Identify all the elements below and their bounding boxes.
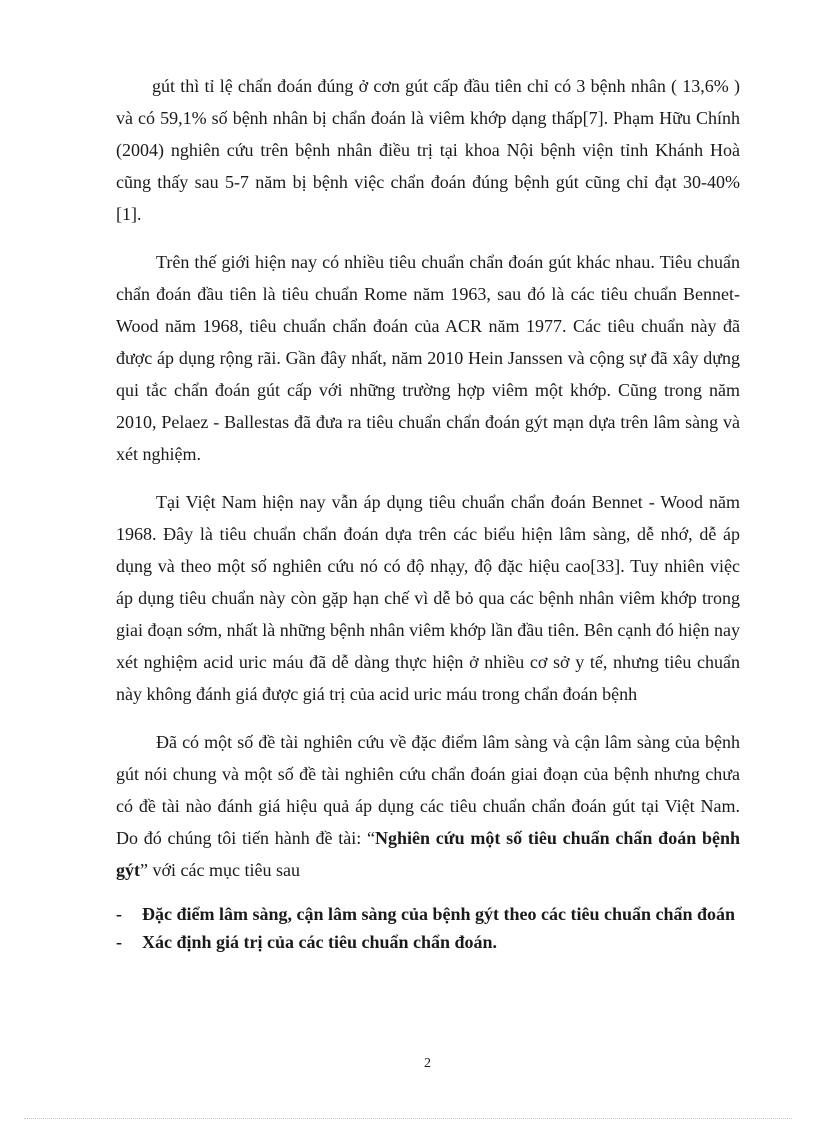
objective-item xyxy=(116,902,740,926)
rationale-text: Đã có một số đề tài nghiên cứu về đặc điểm lâm sàng và cận lâm sàng của bệnh gút nói chung và một số đề tài nghiên cứu chẩn đoán giai đoạn của bệnh nhưng chưa có đề tài nào đánh giá hiệu quả áp dụng các tiêu chuẩn chẩn đoán gút tại Việt Nam. Do đó chúng tôi tiến hành đề tài: “ xyxy=(116,732,740,848)
research-title: Nghiên cứu một số tiêu chuẩn chẩn đoán bệnh gýt xyxy=(116,828,740,880)
objective-text: Đặc điểm lâm sàng, cận lâm sàng của bệnh gýt theo các tiêu chuẩn chẩn đoán xyxy=(142,904,736,924)
paragraph-diagnostic-criteria-world: Trên thế giới hiện nay có nhiều tiêu chuẩn chẩn đoán gút khác nhau. Tiêu chuẩn chẩn đoán đầu tiên là tiêu chuẩn Rome năm 1963, sau đó là các tiêu chuẩn Bennet-Wood năm 1968, tiêu chuẩn chẩn đoán của ACR năm 1977. Các tiêu chuẩn này đã được áp dụng rộng rãi. Gần đây nhất, năm 2010 Hein Janssen và cộng sự đã xây dựng qui tắc chẩn đoán gút cấp với những trường hợp viêm một khớp. Cũng trong năm 2010, Pelaez - Ballestas đã đưa ra tiêu chuẩn chẩn đoán gýt mạn dựa trên lâm sàng và xét nghiệm. xyxy=(116,252,740,464)
paragraph-research-rationale xyxy=(116,726,740,886)
paragraph-intro-continuation: gút thì tỉ lệ chẩn đoán đúng ở cơn gút cấp đầu tiên chỉ có 3 bệnh nhân ( 13,6% ) và có 59,1% số bệnh nhân bị chẩn đoán là viêm khớp dạng thấp[7]. Phạm Hữu Chính (2004) nghiên cứu trên bệnh nhân điều trị tại khoa Nội bệnh viện tỉnh Khánh Hoà cũng thấy sau 5-7 năm bị bệnh việc chẩn đoán đúng bệnh gút cũng chỉ đạt 30-40% [1]. xyxy=(116,76,740,224)
bullet-dash: - xyxy=(116,932,122,952)
bullet-dash: - xyxy=(116,904,122,924)
page-number: 2 xyxy=(424,1056,431,1071)
objective-text: Xác định giá trị của các tiêu chuẩn chẩn đoán. xyxy=(142,932,498,952)
objectives-list xyxy=(116,902,740,954)
page-bottom-divider xyxy=(24,1118,792,1119)
rationale-tail: ” với các mục tiêu sau xyxy=(140,860,300,880)
paragraph-vietnam-criteria: Tại Việt Nam hiện nay vẫn áp dụng tiêu chuẩn chẩn đoán Bennet - Wood năm 1968. Đây là tiêu chuẩn chẩn đoán dựa trên các biểu hiện lâm sàng, dễ nhớ, dễ áp dụng và theo một số nghiên cứu nó có độ nhạy, độ đặc hiệu cao[33]. Tuy nhiên việc áp dụng tiêu chuẩn này còn gặp hạn chế vì dễ bỏ qua các bệnh nhân viêm khớp trong giai đoạn sớm, nhất là những bệnh nhân viêm khớp lần đầu tiên. Bên cạnh đó hiện nay xét nghiệm acid uric máu đã dễ dàng thực hiện ở nhiều cơ sở y tế, nhưng tiêu chuẩn này không đánh giá được giá trị của acid uric máu trong chẩn đoán bệnh xyxy=(116,492,740,704)
objective-item xyxy=(116,930,740,954)
document-body xyxy=(116,70,740,958)
